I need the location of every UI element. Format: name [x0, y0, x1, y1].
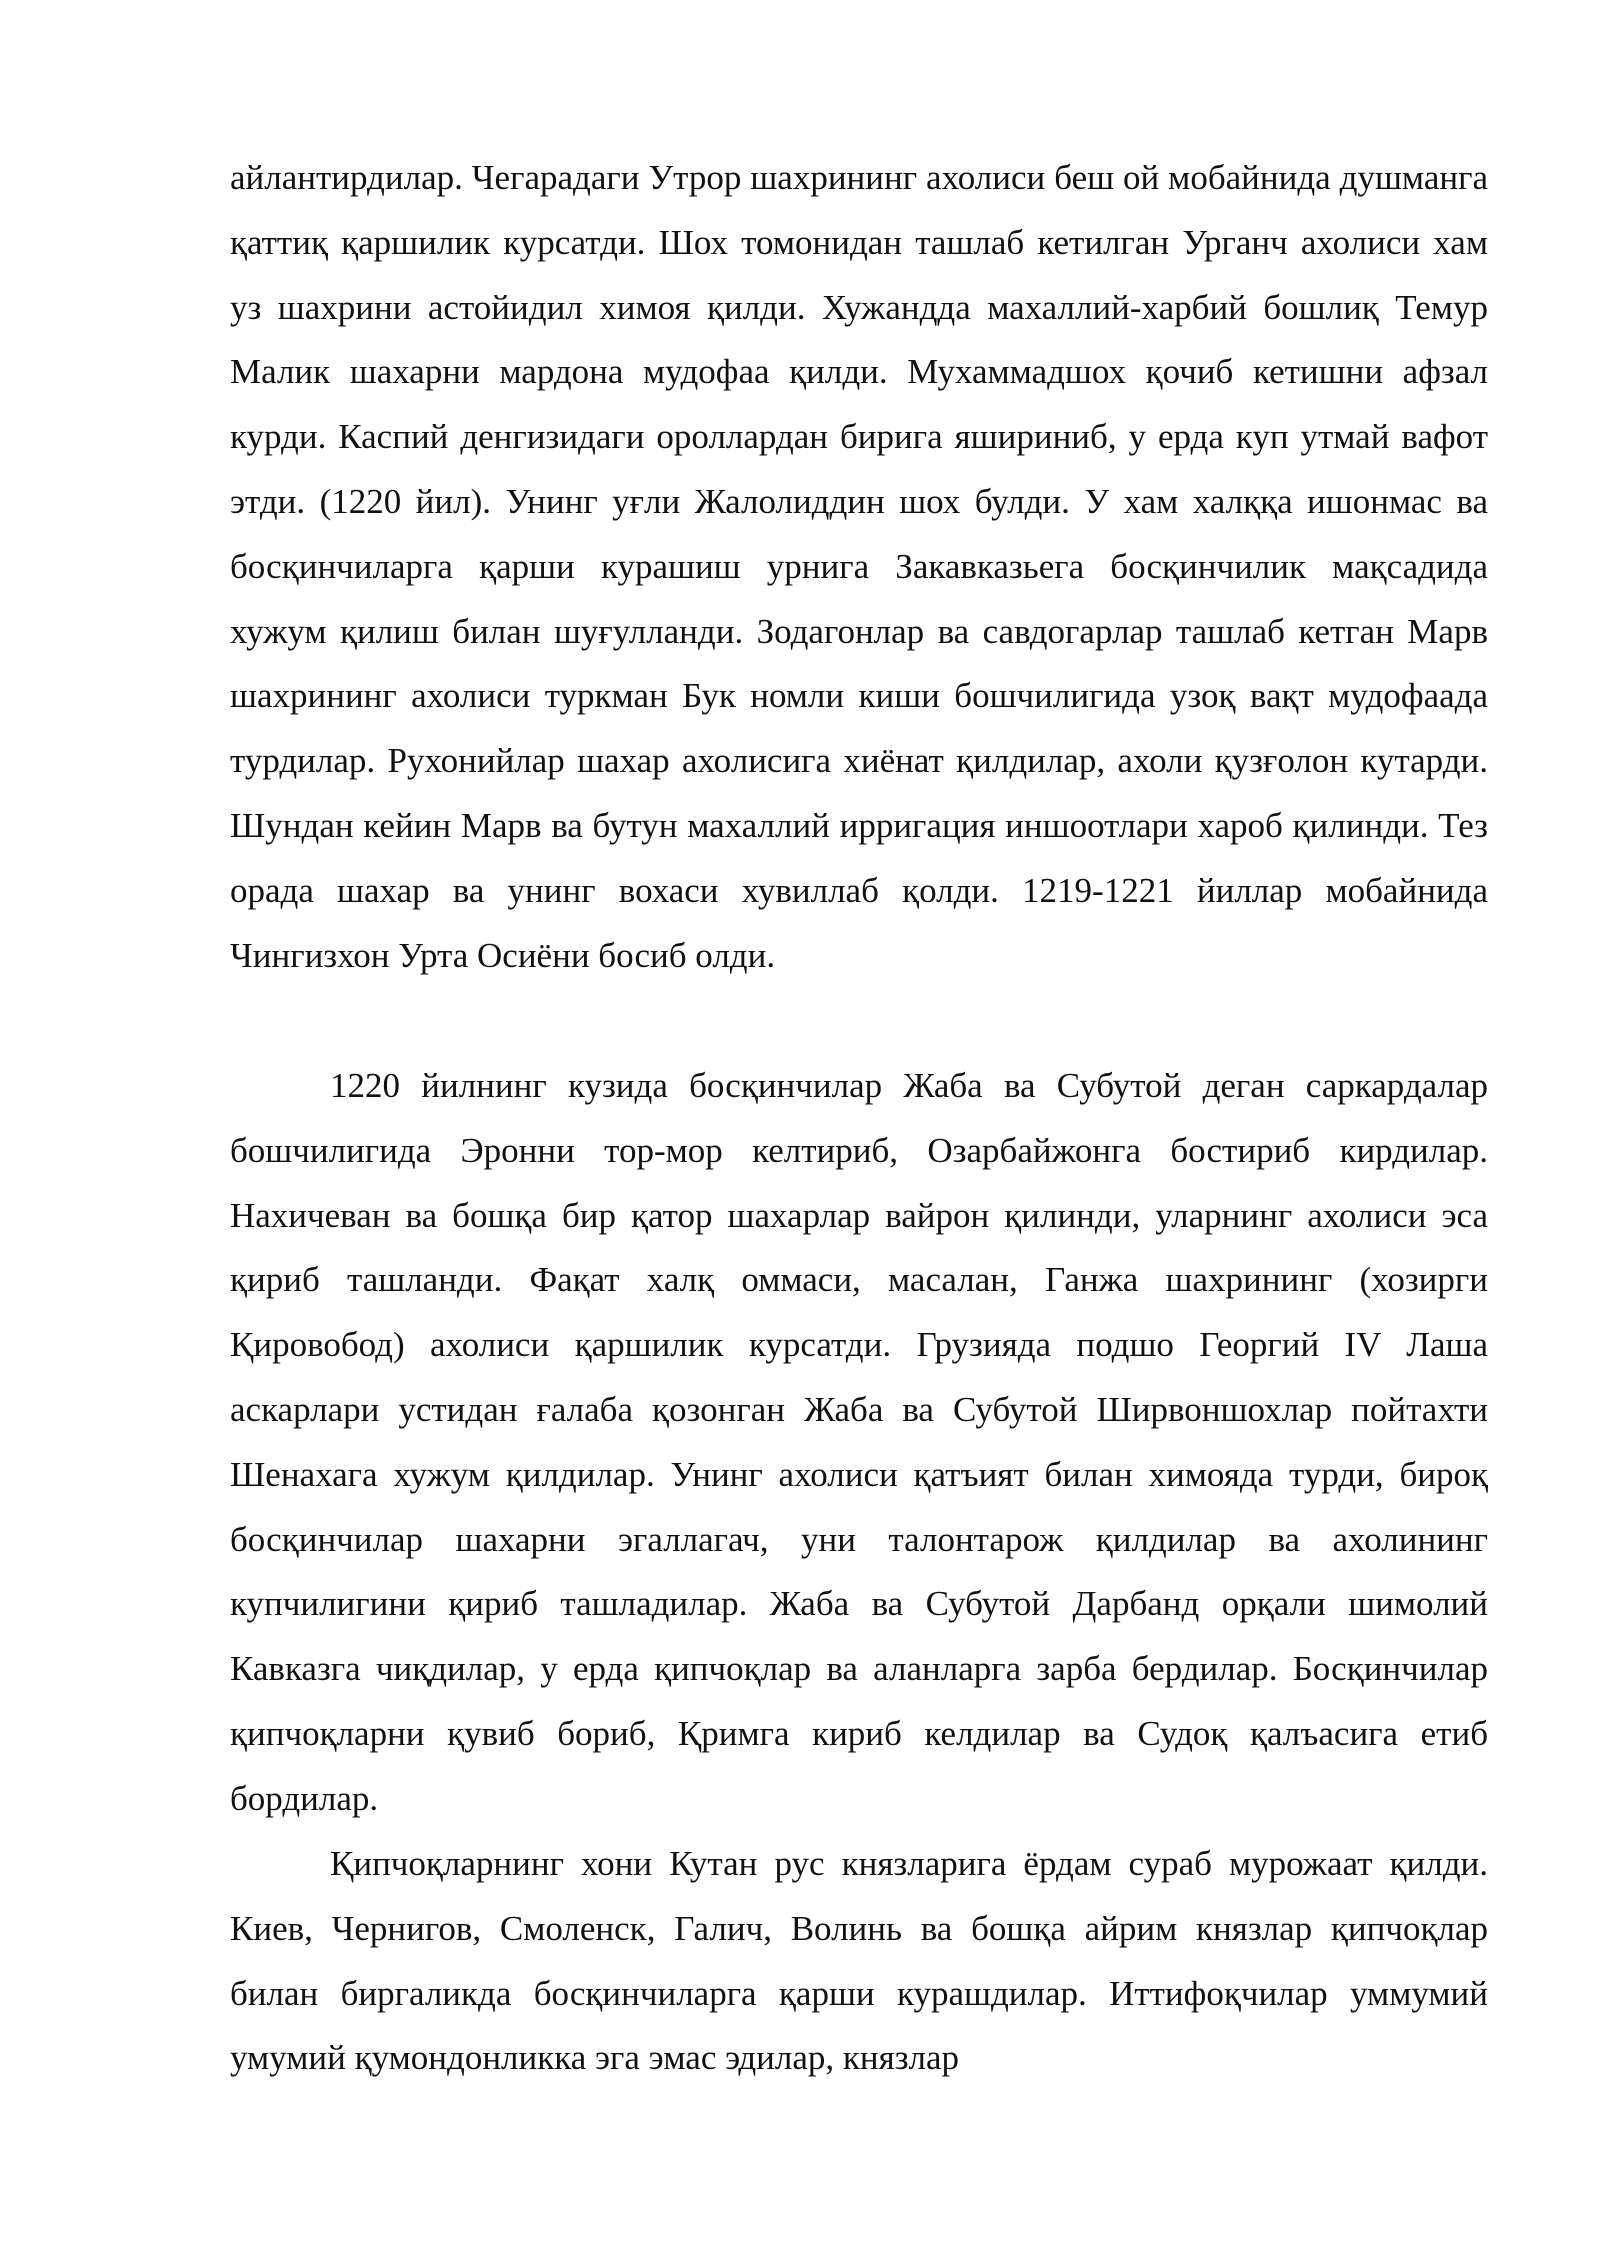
- paragraph-3: Қипчоқларнинг хони Кутан рус князларига ёрдам сураб мурожаат қилди. Киев, Чернигов, Смоленск, Галич, Волинь ва бошқа айрим князлар қипчоқлар билан биргаликда босқинчиларга қарши курашдилар. Иттифоқчилар уммумий умумий қумондонликка эга эмас эдилар, князлар: [230, 1844, 1488, 2078]
- paragraph-1: айлантирдилар. Чегарадаги Утрор шахрининг ахолиси беш ой мобайнида душманга қаттиқ қаршилик курсатди. Шох томонидан ташлаб кетилган Урганч ахолиси хам уз шахрини астойидил химоя қилди. Хужандда махаллий-харбий бошлиқ Темур Малик шахарни мардона мудофаа қилди. Мухаммадшох қочиб кетишни афзал курди. Каспий денгизидаги ороллардан бирига яшириниб, у ерда куп утмай вафот этди. (1220 йил). Унинг уғли Жалолиддин шох булди. У хам халққа ишонмас ва босқинчиларга қарши курашиш урнига Закавказьега босқинчилик мақсадида хужум қилиш билан шуғулланди. Зодагонлар ва савдогарлар ташлаб кетган Марв шахрининг ахолиси туркман Бук номли киши бошчилигида узоқ вақт мудофаада турдилар. Рухонийлар шахар ахолисига хиёнат қилдилар, ахоли қузғолон кутарди. Шундан кейин Марв ва бутун махаллий ирригация иншоотлари хароб қилинди. Тез орада шахар ва унинг вохаси хувиллаб қолди. 1219-1221 йиллар мобайнида Чингизхон Урта Осиёни босиб олди.: [230, 158, 1488, 975]
- paragraph-2: 1220 йилнинг кузида босқинчилар Жаба ва Субутой деган саркардалар бошчилигида Эронни тор-мор келтириб, Озарбайжонга бостириб кирдилар. Нахичеван ва бошқа бир қатор шахарлар вайрон қилинди, уларнинг ахолиси эса қириб ташланди. Фақат халқ оммаси, масалан, Ганжа шахрининг (хозирги Қировобод) ахолиси қаршилик курсатди. Грузияда подшо Георгий IV Лаша аскарлари устидан ғалаба қозонган Жаба ва Субутой Ширвоншохлар пойтахти Шенахага хужум қилдилар. Унинг ахолиси қатъият билан химояда турди, бироқ босқинчилар шахарни эгаллагач, уни талонтарож қилдилар ва ахолининг купчилигини қириб ташладилар. Жаба ва Субутой Дарбанд орқали шимолий Кавказга чиқдилар, у ерда қипчоқлар ва аланларга зарба бердилар. Босқинчилар қипчоқларни қувиб бориб, Қримга кириб келдилар ва Судоқ қалъасига етиб бордилар.: [230, 1066, 1488, 1818]
